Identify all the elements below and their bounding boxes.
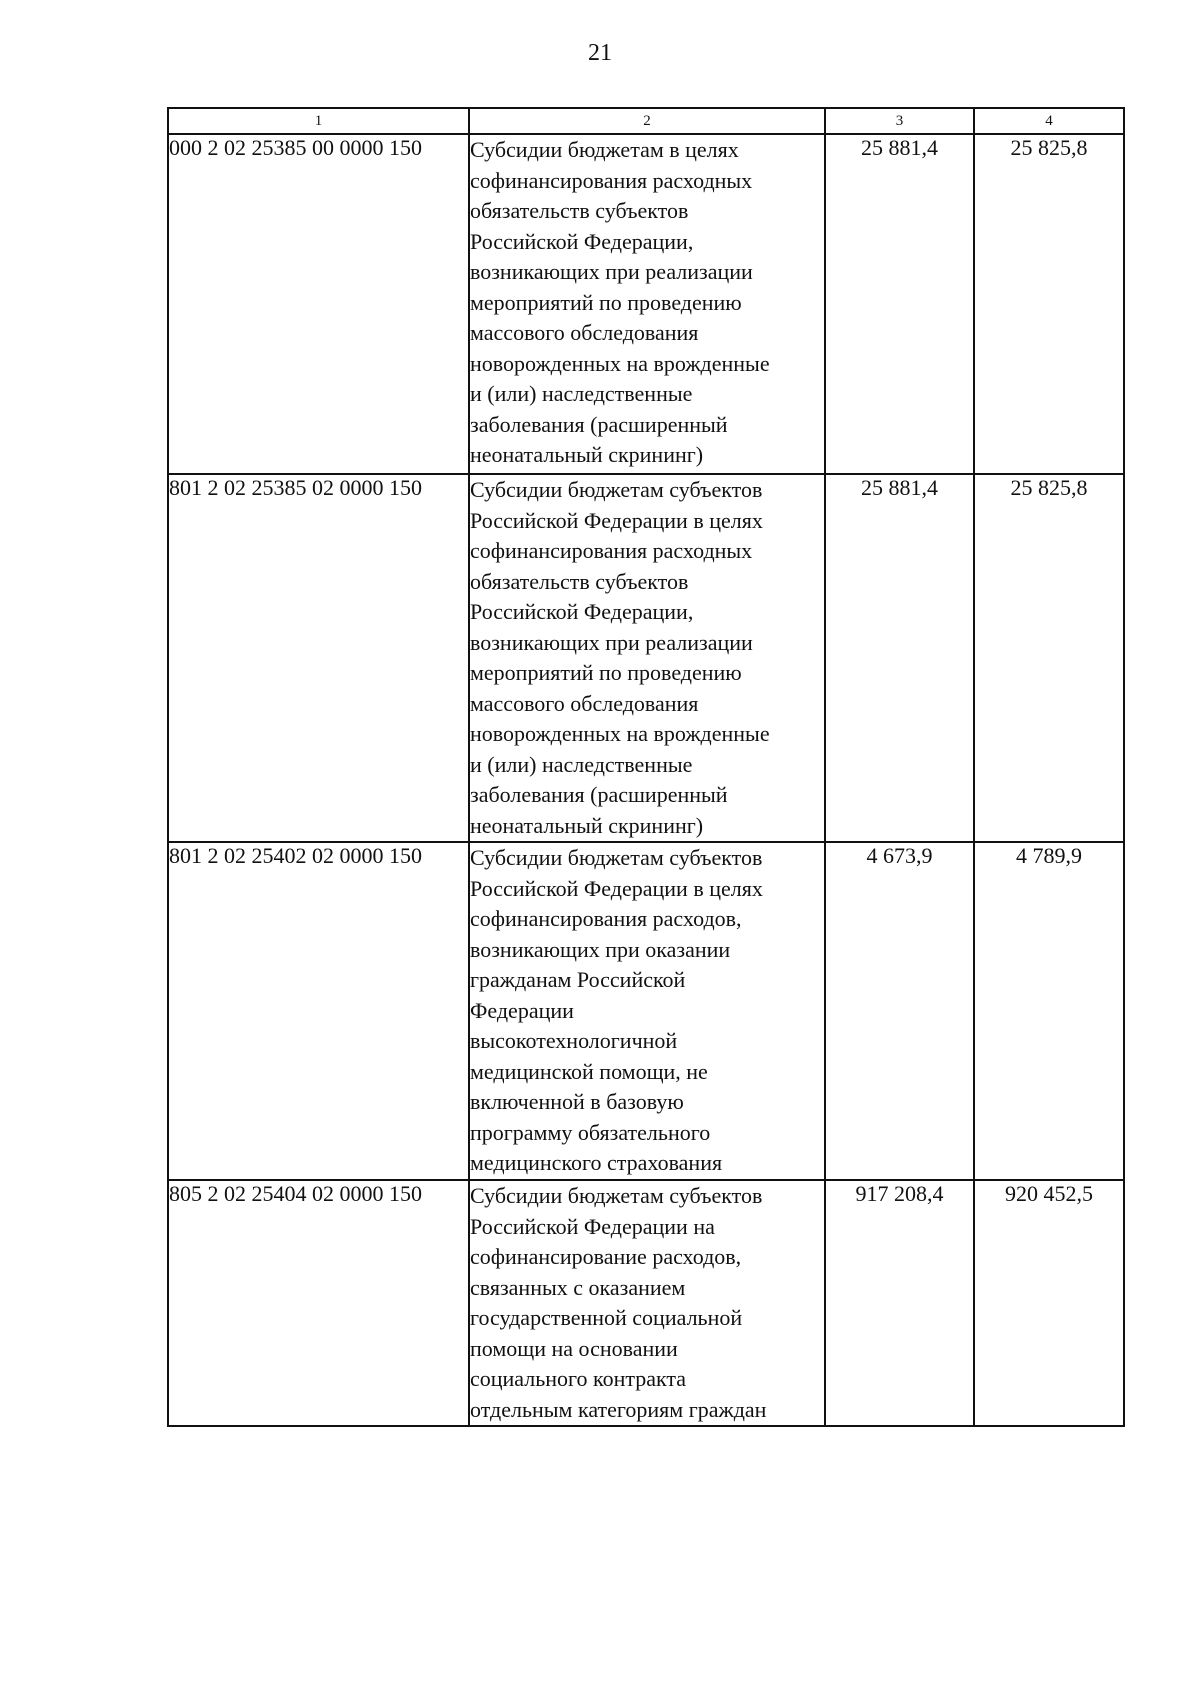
table-row	[168, 474, 1124, 842]
description-cell	[469, 134, 825, 474]
table-row	[168, 842, 1124, 1180]
description-line: включенной в базовую	[470, 1089, 684, 1114]
description-line: возникающих при реализации	[470, 629, 753, 655]
column-header-1: 1	[168, 108, 469, 134]
description-line: государственной социальной	[470, 1305, 743, 1330]
description-line: медицинского страхования	[470, 1150, 723, 1175]
description-line: обязательств субъектов	[470, 198, 689, 223]
description-line: гражданам Российской	[470, 967, 686, 992]
description-line: заболевания (расширенный	[470, 411, 728, 437]
description-line: Российской Федерации,	[470, 599, 694, 624]
description-line: массового обследования	[470, 690, 699, 716]
amount-col3-cell: 25 881,4	[825, 134, 974, 474]
description-line: Российской Федерации на	[470, 1213, 715, 1239]
description-line: Субсидии бюджетам в целях	[470, 137, 739, 162]
description-cell	[469, 842, 825, 1180]
description-line: новорожденных на врожденные	[470, 721, 770, 746]
description-line: и (или) наследственные	[470, 751, 693, 777]
description-line: связанных с оказанием	[470, 1274, 686, 1300]
description-line: обязательств субъектов	[470, 568, 689, 594]
description-line: и (или) наследственные	[470, 381, 693, 406]
amount-col3-cell: 25 881,4	[825, 474, 974, 842]
amount-col4-cell: 920 452,5	[974, 1180, 1124, 1426]
description-line: Российской Федерации в целях	[470, 875, 763, 901]
description-line: неонатальный скрининг)	[470, 442, 704, 467]
description-line: массового обследования	[470, 320, 699, 345]
column-header-2: 2	[469, 108, 825, 134]
description-line: социального контракта	[470, 1366, 687, 1391]
description-line: высокотехнологичной	[470, 1028, 678, 1053]
description-line: софинансирования расходных	[470, 538, 753, 563]
table-row	[168, 1180, 1124, 1426]
description-line: Субсидии бюджетам субъектов	[470, 1183, 763, 1208]
description-line: Российской Федерации,	[470, 228, 694, 254]
budget-code-cell: 801 2 02 25402 02 0000 150	[168, 842, 469, 1180]
description-line: программу обязательного	[470, 1119, 711, 1145]
budget-code-cell: 805 2 02 25404 02 0000 150	[168, 1180, 469, 1426]
column-header-3: 3	[825, 108, 974, 134]
description-cell	[469, 474, 825, 842]
description-line: возникающих при оказании	[470, 936, 731, 962]
description-line: софинансирования расходов,	[470, 906, 742, 931]
budget-table	[167, 107, 1125, 1427]
amount-col3-cell: 4 673,9	[825, 842, 974, 1180]
amount-col3-cell: 917 208,4	[825, 1180, 974, 1426]
amount-col4-cell: 4 789,9	[974, 842, 1124, 1180]
amount-col4-cell: 25 825,8	[974, 474, 1124, 842]
table-header-row	[168, 108, 1124, 134]
budget-code-cell: 000 2 02 25385 00 0000 150	[168, 134, 469, 474]
budget-code-cell: 801 2 02 25385 02 0000 150	[168, 474, 469, 842]
description-line: заболевания (расширенный	[470, 782, 728, 807]
description-line: помощи на основании	[470, 1335, 678, 1361]
description-line: Субсидии бюджетам субъектов	[470, 477, 763, 502]
description-line: софинансирования расходных	[470, 167, 753, 193]
description-line: отдельным категориям граждан	[470, 1396, 767, 1422]
description-line: мероприятий по проведению	[470, 660, 742, 685]
description-line: медицинской помощи, не	[470, 1058, 708, 1084]
table-row	[168, 134, 1124, 474]
description-line: Российской Федерации в целях	[470, 507, 763, 533]
column-header-4: 4	[974, 108, 1124, 134]
description-line: мероприятий по проведению	[470, 289, 742, 315]
description-line: неонатальный скрининг)	[470, 812, 704, 838]
description-line: софинансирование расходов,	[470, 1244, 742, 1269]
description-line: Субсидии бюджетам субъектов	[470, 845, 763, 870]
description-line: Федерации	[470, 997, 574, 1023]
description-line: новорожденных на врожденные	[470, 350, 770, 376]
description-cell	[469, 1180, 825, 1426]
description-line: возникающих при реализации	[470, 259, 753, 284]
page-number: 21	[588, 40, 612, 66]
amount-col4-cell: 25 825,8	[974, 134, 1124, 474]
